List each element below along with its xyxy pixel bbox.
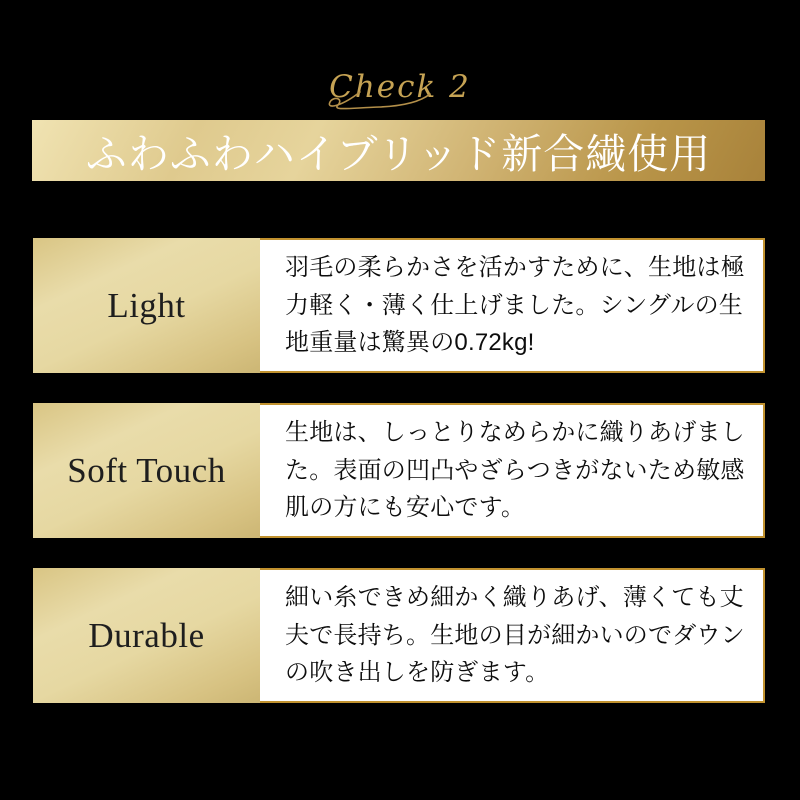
- check-heading-text: Check 2: [329, 69, 471, 105]
- feature-label-durable: Durable: [33, 568, 260, 703]
- feature-description-light: 羽毛の柔らかさを活かすために、生地は極力軽く・薄く仕上げました。シングルの生地重量は驚異の0.72kg!: [260, 238, 765, 373]
- check-heading: [0, 69, 800, 105]
- feature-description-durable: 細い糸できめ細かく織りあげ、薄くても丈夫で長持ち。生地の目が細かいのでダウンの吹き出しを防ぎます。: [260, 568, 765, 703]
- feature-label-light: Light: [33, 238, 260, 373]
- feature-row-soft-touch: [33, 403, 765, 538]
- feature-row-durable: [33, 568, 765, 703]
- banner: [32, 120, 765, 181]
- feature-row-light: [33, 238, 765, 373]
- banner-title: ふわふわハイブリッド新合繊使用: [85, 131, 712, 177]
- feature-label-soft-touch: Soft Touch: [33, 403, 260, 538]
- feature-description-soft-touch: 生地は、しっとりなめらかに織りあげました。表面の凹凸やざらつきがないため敏感肌の方にも安心です。: [260, 403, 765, 538]
